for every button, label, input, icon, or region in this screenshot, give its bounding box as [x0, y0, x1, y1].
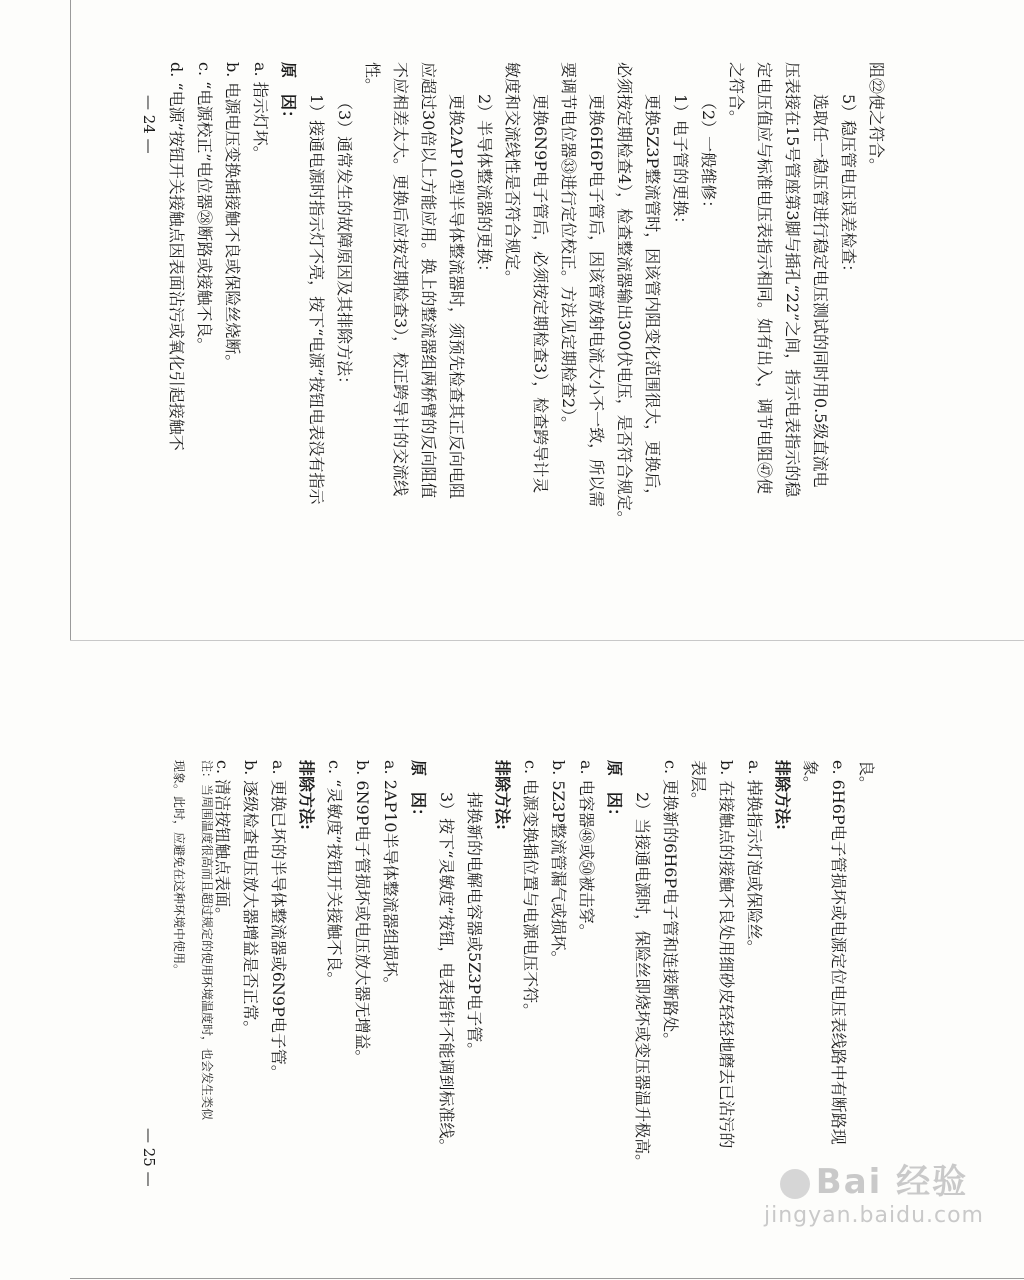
- text-line: a. 电容器㊽或㊿被击穿。: [577, 760, 596, 940]
- text-line: b. 电源电压变换插接触不良或保险丝烧断。: [223, 62, 242, 371]
- text-line: 2）半导体整流器的更换：: [475, 94, 494, 281]
- text-line: c. 更换新的6H6P电子管和连接断路处。: [661, 760, 680, 1049]
- page-edge-bottom: [70, 1278, 1024, 1279]
- text-line: 压表接在15号管座第3脚与插孔“22”之间，指示电表指示的稳: [783, 62, 802, 498]
- text-line: b. 在接触点的接触不良处用细砂皮轻轻地磨去已沾污的: [717, 760, 736, 1149]
- text-line: 更换5Z3P整流管时，因该管内阻变化范围很大，更换后，: [643, 94, 662, 505]
- text-line: 现象。此时，应避免在这种环境中使用。: [172, 760, 186, 977]
- text-line: 掉换新的电解电容器或5Z3P电子管。: [465, 792, 484, 1059]
- text-line: a. 更换已坏的半导体整流器或6N9P电子管。: [269, 760, 288, 1081]
- text-line: 不应相差太大。更换后应按定期检查3），校正跨导计的交流线: [391, 62, 410, 497]
- text-line: c. 电源变换插位置与电源电压不符。: [521, 760, 540, 1020]
- text-line: d. “电源”按钮开关接触点因表面沾污或氧化引起接触不: [167, 62, 186, 451]
- text-line: a. 指示灯坏。: [251, 62, 270, 162]
- text-line: 更换6H6P电子管后，因该管放射电流大小不一致，所以需: [587, 94, 606, 508]
- text-line: a. 2AP10半导体整流器组损坏。: [381, 760, 400, 993]
- text-line: 1）电子管的更换：: [671, 94, 690, 233]
- text-line: 1）接通电源时指示灯不亮，按下“电源”按钮电表没有指示: [307, 94, 326, 505]
- text-line: c. “电源校正”电位器㉘断路或接触不良。: [195, 62, 214, 354]
- text-line: 阻㉒使之符合。: [867, 62, 886, 175]
- page-edge-fold: [70, 640, 1024, 641]
- text-line: b. 6N9P电子管损坏或电压放大器无增益。: [353, 760, 372, 1066]
- text-line: （3）通常发生的故障原因及其排除方法：: [335, 94, 354, 393]
- text-line: （2）一般维修：: [699, 94, 718, 217]
- text-line: 要调节电位器㉝进行定位校正。方法见定期检查2）。: [559, 62, 578, 433]
- right-page-number: — 25 —: [140, 1128, 158, 1187]
- text-line: 2）当接通电源时，保险丝即烧坏或变压器温升极高。: [633, 792, 652, 1171]
- text-line: a. 掉换指示灯泡或保险丝。: [745, 760, 764, 956]
- text-line: 表层。: [689, 760, 708, 809]
- text-line: 原 因：: [409, 760, 428, 825]
- text-line: c. 清洁按钮触点表面。: [213, 760, 232, 924]
- left-page-text: [162, 62, 890, 527]
- text-line: 定电压值应与标准电压表指示相同。如有出入，调节电阻㊼使: [755, 62, 774, 495]
- text-line: 之符合。: [727, 62, 746, 127]
- text-line: 排除方法:: [493, 760, 512, 830]
- text-line: 排除方法:: [297, 760, 316, 830]
- text-line: b. 逐级检查电压放大器增益是否正常。: [241, 760, 260, 1037]
- text-line: b. 5Z3P整流管漏气或损坏。: [549, 760, 568, 967]
- right-page-text: [208, 760, 880, 1170]
- left-page-number: — 24 —: [140, 95, 158, 154]
- text-line: 必须按定期检查4），检查整流器输出300伏电压，是否符合规定。: [615, 62, 634, 527]
- text-line: 选取任一稳压管进行稳定电压测试的同时用0.5级直流电: [811, 94, 830, 488]
- text-line: 更换2AP10型半导体整流器时，须预先检查其正反向电阻: [447, 94, 466, 499]
- text-line: 性。: [363, 62, 382, 95]
- text-line: 应超过30倍以上方能应用。换上的整流器组两桥臂的反向阻值: [419, 62, 438, 499]
- text-line: 敏度和交流线性是否符合规定。: [503, 62, 522, 287]
- text-line: 更换6N9P电子管后，必须按定期检查3），检查跨导计灵: [531, 94, 550, 494]
- text-line: 5）稳压管电压误差检查：: [839, 94, 858, 281]
- watermark-url: jingyan.baidu.com: [763, 1203, 984, 1228]
- text-line: 排除方法:: [773, 760, 792, 830]
- paw-logo-icon: [780, 1169, 810, 1199]
- text-line: 原 因：: [279, 62, 298, 127]
- text-line: e. 6H6P电子管损坏或电源定位电压表线路中有断路现: [829, 760, 848, 1145]
- text-line: 注：当周围温度很高而且超过规定的使用环境温度时，也会发生类似: [200, 760, 214, 1121]
- baidu-jingyan-watermark: [764, 1154, 984, 1228]
- text-line: c. “灵敏度”按钮开关接触不良。: [325, 760, 344, 988]
- page-edge-top: [70, 0, 71, 640]
- watermark-logo-text: Bai 经验: [815, 1162, 969, 1202]
- footnote: [162, 760, 218, 1120]
- text-line: 原 因：: [605, 760, 624, 825]
- text-line: 3）按下“灵敏度”按钮，电表指针不能调到标准线。: [437, 792, 456, 1155]
- text-line: 象。: [801, 760, 820, 793]
- text-line: 良。: [857, 760, 876, 793]
